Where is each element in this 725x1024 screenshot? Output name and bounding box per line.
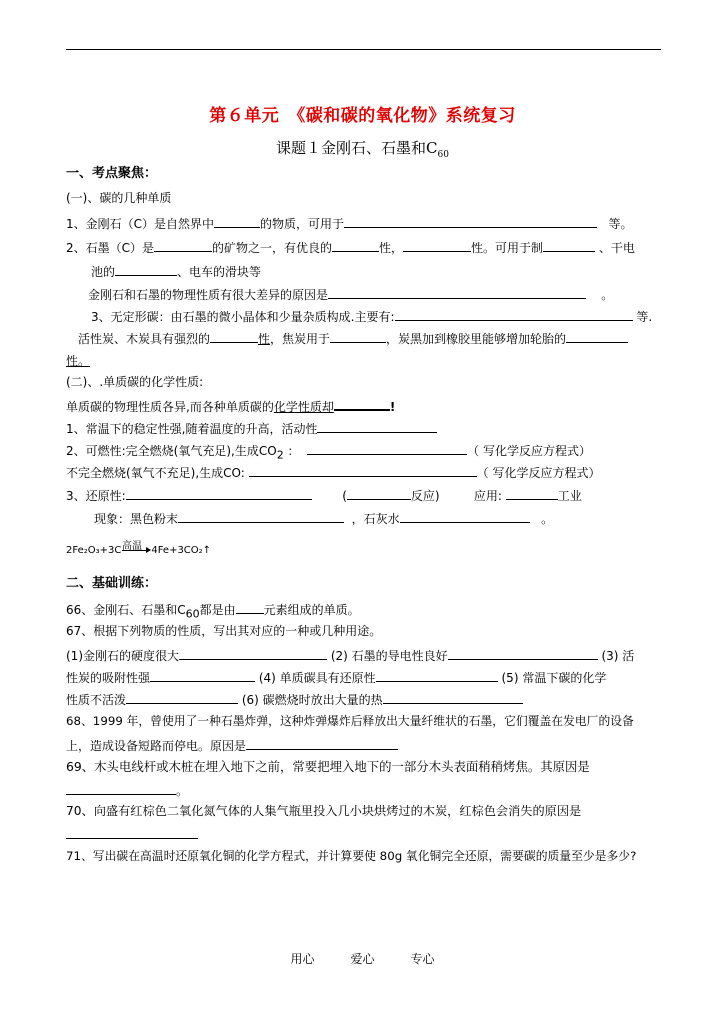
section-heading: 二、基础训练： bbox=[66, 576, 158, 591]
chemical-equation bbox=[66, 541, 212, 556]
blank[interactable] bbox=[403, 238, 471, 252]
blank[interactable] bbox=[347, 486, 411, 500]
blank[interactable] bbox=[328, 285, 586, 299]
page-title: 第６单元 《碳和碳的氧化物》系统复习 bbox=[209, 106, 516, 126]
blank[interactable] bbox=[126, 486, 312, 500]
text: 等. bbox=[636, 310, 653, 324]
text: ! bbox=[389, 400, 396, 414]
footer-text: 用心 bbox=[290, 952, 315, 966]
equation-right: 4Fe+3CO₂↑ bbox=[151, 545, 212, 556]
lesson-subtitle bbox=[0, 137, 725, 160]
text: (6) 碳燃烧时放出大量的热 bbox=[241, 693, 383, 707]
text: ，炭黑加到橡胶里能够增加轮胎的 bbox=[386, 332, 567, 346]
text: 上，造成设备短路而停电。原因是 bbox=[66, 739, 247, 753]
blank[interactable] bbox=[115, 262, 177, 276]
blank[interactable] bbox=[448, 646, 598, 660]
question-67-row-2 bbox=[66, 668, 606, 686]
text: 、干电 bbox=[598, 241, 635, 255]
blank[interactable] bbox=[66, 825, 198, 839]
subsection-heading: (一)、碳的几种单质 bbox=[66, 191, 172, 205]
text: （ 写化学反应方程式） bbox=[467, 444, 591, 458]
subsection-heading: (二)、.单质碳的化学性质: bbox=[66, 375, 204, 389]
blank[interactable] bbox=[307, 441, 467, 455]
question-68-cont bbox=[66, 736, 398, 754]
blank[interactable] bbox=[214, 214, 260, 228]
blank[interactable] bbox=[332, 238, 379, 252]
text: 2、石墨（C）是 bbox=[66, 241, 155, 255]
question-69: 69、木头电线杆或木桩在埋入地下之前，常要把埋入地下的一部分木头表面稍稍烤焦。其原因是 bbox=[66, 759, 590, 774]
question-71: 71、写出碳在高温时还原氧化铜的化学方程式，并计算要使 80g 氧化铜完全还原，需要碳的质量至少是多少? bbox=[66, 849, 637, 863]
question-68: 68、1999 年，曾使用了一种石墨炸弹，这种炸弹爆炸后释放出大量纤维状的石墨，它们覆盖在发电厂的设备 bbox=[66, 714, 634, 728]
blank[interactable] bbox=[376, 668, 498, 682]
equation-left: 2Fe₂O₃+3C bbox=[66, 545, 122, 556]
blank[interactable] bbox=[400, 509, 530, 523]
text: 活性炭、木炭具有强烈的 bbox=[78, 332, 211, 346]
line-2 bbox=[66, 238, 635, 256]
blank[interactable] bbox=[246, 736, 398, 750]
text: (3) 活 bbox=[601, 649, 635, 663]
text: 。 bbox=[601, 288, 614, 302]
blank[interactable] bbox=[150, 668, 255, 682]
blank[interactable] bbox=[210, 329, 258, 343]
question-66 bbox=[66, 600, 360, 622]
subscript: 60 bbox=[185, 607, 200, 621]
text: 性炭的吸附性强 bbox=[66, 671, 151, 685]
text: 1、金刚石（C）是自然界中 bbox=[66, 217, 215, 231]
text: 都是由 bbox=[199, 603, 236, 617]
text: 金刚石和石墨的物理性质有很大差异的原因是 bbox=[88, 288, 329, 302]
question-70-cont bbox=[66, 825, 198, 843]
line-11 bbox=[66, 463, 601, 481]
text: 性， bbox=[379, 241, 404, 255]
text: 。 bbox=[541, 512, 554, 526]
question-67: 67、根据下列物质的性质，写出其对应的一种或几种用途。 bbox=[66, 624, 382, 638]
text: 66、金刚石、石墨和C bbox=[66, 603, 186, 617]
text: 性 bbox=[258, 332, 271, 346]
question-70: 70、向盛有红棕色二氧化氮气体的人集气瓶里投入几小块烘烤过的木炭，红棕色会消失的原因是 bbox=[66, 804, 582, 818]
question-67-row-3 bbox=[66, 690, 523, 708]
blank[interactable] bbox=[317, 419, 437, 433]
text: 单质碳的物理性质各异,而各种单质碳的 bbox=[66, 400, 274, 414]
text: 。 bbox=[176, 784, 189, 798]
blank[interactable] bbox=[334, 396, 390, 411]
line-13 bbox=[94, 509, 553, 527]
text: 的物质，可用于 bbox=[260, 217, 345, 231]
text: (2) 石墨的导电性良好 bbox=[330, 649, 448, 663]
text: 1、常温下的稳定性强,随着温度的升高，活动性 bbox=[66, 422, 318, 436]
line-1 bbox=[66, 214, 633, 232]
blank[interactable] bbox=[330, 329, 386, 343]
line-3 bbox=[91, 262, 261, 280]
text: 2、可燃性:完全燃烧(氧气充足),生成CO bbox=[66, 444, 277, 458]
text: 性。 bbox=[66, 354, 91, 368]
text: 工业 bbox=[557, 489, 582, 503]
section-heading: 一、考点聚焦： bbox=[66, 166, 158, 181]
header-rule bbox=[66, 49, 661, 50]
blank[interactable] bbox=[344, 214, 597, 228]
text: 性。可用于制 bbox=[471, 241, 544, 255]
text: 3、还原性: bbox=[66, 489, 126, 503]
blank[interactable] bbox=[126, 690, 238, 704]
text: 、电车的滑块等 bbox=[177, 265, 262, 279]
arrow-icon bbox=[122, 550, 150, 551]
footer-text: 爱心 bbox=[350, 952, 375, 966]
text: 池的 bbox=[91, 265, 116, 279]
text: 化学性质却 bbox=[273, 400, 334, 414]
line-4 bbox=[88, 285, 613, 303]
footer-text: 专心 bbox=[410, 952, 435, 966]
text: (5) 常温下碳的化学 bbox=[501, 671, 607, 685]
subscript: 2 bbox=[276, 448, 284, 462]
text: (1)金刚石的硬度很大 bbox=[66, 649, 179, 663]
line-8 bbox=[66, 396, 395, 415]
equation-condition: 高温 bbox=[122, 541, 142, 552]
blank[interactable] bbox=[178, 509, 344, 523]
line-10 bbox=[66, 441, 591, 463]
blank[interactable] bbox=[395, 307, 633, 321]
blank[interactable] bbox=[543, 238, 595, 252]
text: 不完全燃烧(氧气不充足),生成CO: bbox=[66, 466, 245, 480]
blank[interactable] bbox=[154, 238, 212, 252]
text: 性质不活泼 bbox=[66, 693, 127, 707]
question-69-cont bbox=[66, 781, 188, 799]
line-9 bbox=[66, 419, 437, 437]
text: (4) 单质碳具有还原性 bbox=[258, 671, 376, 685]
blank[interactable] bbox=[383, 690, 523, 704]
blank[interactable] bbox=[566, 329, 628, 343]
text: ( bbox=[342, 489, 347, 503]
text: 应用: bbox=[473, 489, 502, 503]
line-12 bbox=[66, 486, 582, 504]
blank[interactable] bbox=[506, 486, 558, 500]
text: 等。 bbox=[608, 217, 633, 231]
text: 元素组成的单质。 bbox=[263, 603, 360, 617]
text: 3、无定形碳：由石墨的微小晶体和少量杂质构成.主要有: bbox=[91, 310, 395, 324]
text: 现象：黑色粉末 bbox=[94, 512, 179, 526]
line-7 bbox=[66, 351, 90, 369]
footer bbox=[0, 950, 725, 967]
text: （ 写化学反应方程式） bbox=[476, 466, 601, 480]
blank[interactable] bbox=[179, 646, 327, 660]
blank[interactable] bbox=[236, 600, 264, 614]
text: ，石灰水 bbox=[351, 512, 400, 526]
subtitle-text: 课题１金刚石、石墨和C bbox=[276, 139, 438, 157]
line-6 bbox=[78, 329, 628, 347]
text: ，焦炭用于 bbox=[270, 332, 331, 346]
text: 的矿物之一，有优良的 bbox=[212, 241, 333, 255]
text: 反应) bbox=[410, 489, 440, 503]
blank[interactable] bbox=[249, 463, 477, 477]
question-67-row-1 bbox=[66, 646, 634, 664]
text: ： bbox=[287, 444, 300, 458]
blank[interactable] bbox=[66, 781, 176, 795]
subtitle-subscript: 60 bbox=[437, 150, 449, 160]
line-5 bbox=[91, 307, 652, 325]
